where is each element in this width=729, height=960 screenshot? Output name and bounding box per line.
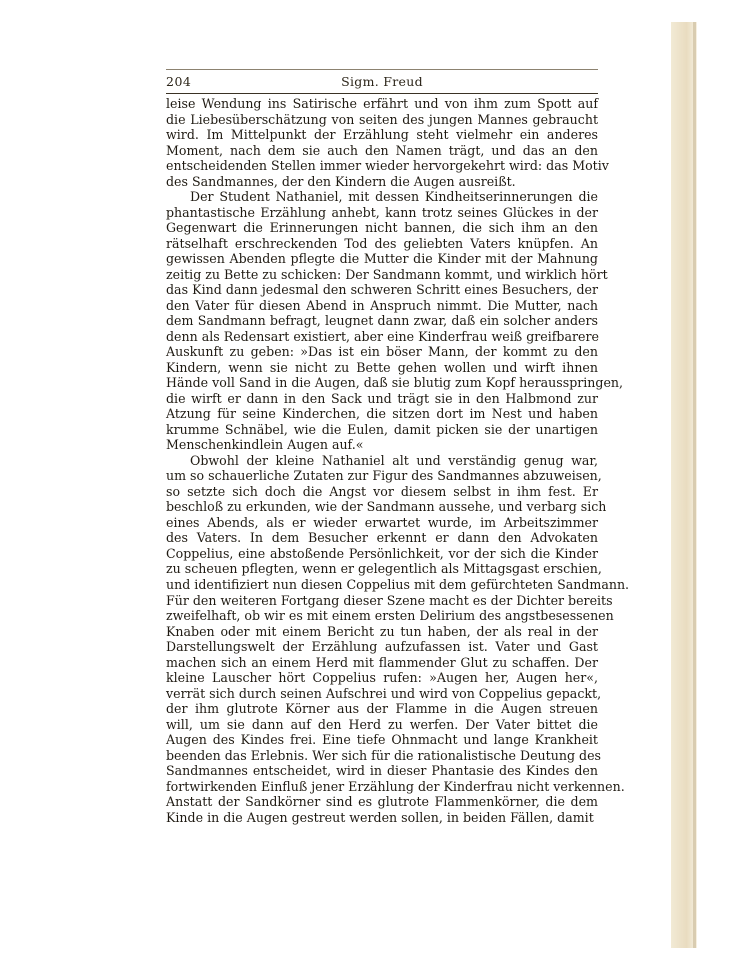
text-line: zeitig zu Bette zu schicken: Der Sandmann kommt, und wirklich hört	[166, 266, 608, 282]
text-line: gewissen Abenden pflegte die Mutter die Kinder mit der Mahnung	[166, 251, 598, 267]
header-top-rule	[166, 69, 598, 70]
text-line: verrät sich durch seinen Aufschrei und wird von Coppelius gepackt,	[166, 685, 602, 701]
text-line: leise Wendung ins Satirische erfährt und von ihm zum Spott auf	[166, 96, 598, 111]
text-line: Menschenkindlein Augen auf.«	[166, 437, 364, 453]
text-line: des Sandmannes, der den Kindern die Augen ausreißt.	[166, 173, 516, 189]
text-line: um so schauerliche Zutaten zur Figur des Sandmannes abzuweisen,	[166, 468, 602, 484]
text-line: Obwohl der kleine Nathaniel alt und verständig genug war,	[190, 452, 598, 468]
text-line: kleine Lauscher hört Coppelius rufen: »Augen her, Augen her«,	[166, 670, 598, 686]
text-line: die Liebesüberschätzung von seiten des jungen Mannes gebraucht	[166, 111, 598, 127]
body-text	[166, 96, 630, 825]
text-line: so setzte sich doch die Angst vor diesem selbst in ihm fest. Er	[166, 483, 598, 499]
running-head: Sigm. Freud	[341, 74, 423, 89]
text-line: phantastische Erzählung anhebt, kann trotz seines Glückes in der	[166, 204, 598, 220]
text-line: will, um sie dann auf den Herd zu werfen. Der Vater bittet die	[166, 716, 598, 732]
text-line: denn als Redensart existiert, aber eine Kinderfrau weiß greifbarere	[166, 328, 599, 344]
text-line: krumme Schnäbel, wie die Eulen, damit picken sie der unartigen	[166, 421, 598, 437]
text-line: rätselhaft erschreckenden Tod des geliebten Vaters knüpfen. An	[166, 235, 598, 251]
text-line: Coppelius, eine abstoßende Persönlichkeit, vor der sich die Kinder	[166, 545, 598, 561]
text-line: beenden das Erlebnis. Wer sich für die rationalistische Deutung des	[166, 747, 601, 763]
scan-page-edge-line	[693, 22, 696, 948]
header-rule	[166, 93, 598, 94]
paragraph	[166, 96, 609, 189]
page-number: 204	[166, 74, 192, 89]
paragraph	[166, 452, 630, 825]
text-line: Gegenwart die Erinnerungen nicht bannen, die sich ihm an den	[166, 220, 598, 236]
page-header	[166, 74, 598, 94]
text-line: fortwirkenden Einfluß jener Erzählung der Kinderfrau nicht verkennen.	[166, 778, 625, 794]
text-line: Kinde in die Augen gestreut werden sollen, in beiden Fällen, damit	[166, 809, 594, 825]
text-line: dem Sandmann befragt, leugnet dann zwar, daß ein solcher anders	[166, 313, 598, 329]
text-line: Für den weiteren Fortgang dieser Szene macht es der Dichter bereits	[166, 592, 613, 608]
text-line: beschloß zu erkunden, wie der Sandmann aussehe, und verbarg sich	[166, 499, 607, 515]
text-line: zweifelhaft, ob wir es mit einem ersten Delirium des angstbesessenen	[166, 608, 614, 624]
text-line: Atzung für seine Kinderchen, die sitzen dort im Nest und haben	[166, 406, 598, 422]
text-line: Kindern, wenn sie nicht zu Bette gehen wollen und wirft ihnen	[166, 359, 598, 375]
text-line: des Vaters. In dem Besucher erkennt er dann den Advokaten	[166, 530, 598, 546]
text-line: Hände voll Sand in die Augen, daß sie blutig zum Kopf herausspringen,	[166, 375, 624, 391]
text-line: zu scheuen pflegten, wenn er gelegentlich als Mittagsgast erschien,	[166, 561, 602, 577]
text-line: wird. Im Mittelpunkt der Erzählung steht vielmehr ein anderes	[166, 127, 598, 143]
text-line: Der Student Nathaniel, mit dessen Kindheitserinnerungen die	[190, 189, 598, 205]
text-line: Auskunft zu geben: »Das ist ein böser Mann, der kommt zu den	[166, 344, 598, 360]
text-line: Augen des Kindes frei. Eine tiefe Ohnmacht und lange Krankheit	[166, 732, 598, 748]
text-line: den Vater für diesen Abend in Anspruch nimmt. Die Mutter, nach	[166, 297, 598, 313]
text-line: das Kind dann jedesmal den schweren Schritt eines Besuchers, der	[166, 282, 598, 298]
text-line: Anstatt der Sandkörner sind es glutrote Flammenkörner, die dem	[166, 794, 598, 810]
text-line: machen sich an einem Herd mit flammender Glut zu schaffen. Der	[166, 654, 598, 670]
text-line: entscheidenden Stellen immer wieder hervorgekehrt wird: das Motiv	[166, 158, 609, 174]
text-line: die wirft er dann in den Sack und trägt sie in den Halbmond zur	[166, 390, 598, 406]
text-line: eines Abends, als er wieder erwartet wurde, im Arbeitszimmer	[166, 514, 598, 530]
text-line: der ihm glutrote Körner aus der Flamme in die Augen streuen	[166, 701, 598, 717]
text-line: Sandmannes entscheidet, wird in dieser Phantasie des Kindes den	[166, 763, 598, 779]
text-line: Darstellungswelt der Erzählung aufzufassen ist. Vater und Gast	[166, 639, 598, 655]
paragraph	[166, 189, 624, 453]
text-line: Knaben oder mit einem Bericht zu tun haben, der als real in der	[166, 623, 598, 639]
text-line: Moment, nach dem sie auch den Namen trägt, und das an den	[166, 142, 598, 158]
text-line: und identifiziert nun diesen Coppelius mit dem gefürchteten Sandmann.	[166, 576, 630, 592]
